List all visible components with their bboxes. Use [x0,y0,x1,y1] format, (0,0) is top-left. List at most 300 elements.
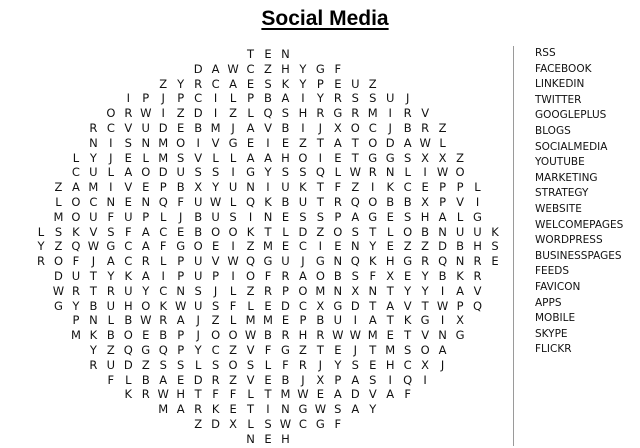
grid-letter[interactable]: P [212,269,220,283]
grid-letter[interactable]: V [124,121,133,135]
grid-letter[interactable]: U [89,209,98,224]
grid-letter[interactable]: W [297,387,309,402]
grid-letter[interactable]: J [318,121,323,135]
grid-letter[interactable]: S [491,239,499,254]
grid-letter[interactable]: I [475,195,480,209]
grid-letter[interactable]: Y [142,283,150,298]
grid-letter[interactable]: N [141,195,151,209]
grid-letter[interactable]: S [334,402,342,417]
grid-letter[interactable]: C [211,343,220,357]
grid-letter[interactable]: H [176,387,186,402]
grid-letter[interactable]: C [246,61,255,76]
grid-letter[interactable]: O [71,209,81,224]
grid-letter[interactable]: S [404,343,412,357]
grid-letter[interactable]: A [211,61,220,76]
grid-letter[interactable]: T [316,195,324,209]
grid-letter[interactable]: B [159,328,168,343]
grid-letter[interactable]: R [124,106,133,121]
grid-letter[interactable]: Y [334,357,342,372]
grid-letter[interactable]: A [141,269,150,283]
grid-letter[interactable]: Z [54,180,63,195]
grid-letter[interactable]: V [473,283,482,298]
grid-letter[interactable]: W [349,165,361,180]
grid-letter[interactable]: S [369,372,377,387]
grid-letter[interactable]: Z [194,417,203,431]
grid-letter[interactable]: S [369,91,377,106]
grid-letter[interactable]: H [298,328,308,343]
grid-letter[interactable]: E [316,387,325,402]
grid-letter[interactable]: E [386,328,394,343]
grid-letter[interactable]: V [246,343,255,357]
grid-letter[interactable]: D [193,61,203,76]
grid-letter[interactable]: O [211,224,221,239]
grid-letter[interactable]: E [421,180,429,195]
grid-letter[interactable]: I [213,91,218,106]
grid-letter[interactable]: N [246,180,255,195]
grid-letter[interactable]: I [266,180,270,195]
grid-letter[interactable]: Z [403,239,412,254]
grid-letter[interactable]: R [89,121,98,135]
grid-letter[interactable]: O [298,283,308,298]
grid-letter[interactable]: G [420,313,430,328]
grid-letter[interactable]: D [123,357,133,372]
grid-letter[interactable]: Y [316,91,324,106]
grid-letter[interactable]: R [141,254,150,269]
grid-letter[interactable]: Z [421,239,430,254]
grid-letter[interactable]: O [455,165,465,180]
grid-letter[interactable]: J [301,372,305,387]
grid-letter[interactable]: D [350,387,360,402]
grid-letter[interactable]: B [281,195,290,209]
grid-letter[interactable]: L [387,224,394,239]
grid-letter[interactable]: G [298,402,308,417]
grid-letter[interactable]: Y [212,180,220,195]
grid-letter[interactable]: J [161,91,165,106]
grid-letter[interactable]: Q [71,239,81,254]
grid-letter[interactable]: C [368,121,377,135]
grid-letter[interactable]: I [231,269,235,283]
grid-letter[interactable]: K [386,180,394,195]
grid-letter[interactable]: S [281,165,290,180]
grid-letter[interactable]: N [438,224,447,239]
grid-letter[interactable]: P [281,283,289,298]
grid-letter[interactable]: B [264,328,272,343]
grid-letter[interactable]: I [301,91,305,106]
grid-letter[interactable]: P [334,209,342,224]
grid-letter[interactable]: J [231,121,235,135]
grid-letter[interactable]: U [455,224,465,239]
grid-letter[interactable]: W [436,298,449,313]
grid-letter[interactable]: T [369,224,377,239]
grid-letter[interactable]: O [228,328,238,343]
grid-letter[interactable]: B [386,195,395,209]
grid-letter[interactable]: C [298,417,307,431]
grid-letter[interactable]: G [106,239,116,254]
grid-letter[interactable]: A [351,372,360,387]
grid-letter[interactable]: B [333,269,342,283]
grid-letter[interactable]: W [227,61,239,76]
grid-letter[interactable]: U [228,180,238,195]
grid-letter[interactable]: T [386,313,394,328]
grid-letter[interactable]: I [161,269,165,283]
grid-letter[interactable]: C [159,283,168,298]
grid-letter[interactable]: R [403,106,412,121]
grid-letter[interactable]: S [299,209,307,224]
grid-letter[interactable]: J [109,150,113,165]
grid-letter[interactable]: B [438,269,447,283]
grid-letter[interactable]: R [71,283,80,298]
grid-letter[interactable]: N [368,283,378,298]
grid-letter[interactable]: W [52,283,65,298]
grid-letter[interactable]: B [141,372,150,387]
grid-letter[interactable]: K [403,313,412,328]
grid-letter[interactable]: M [367,328,378,343]
grid-letter[interactable]: A [386,387,395,402]
grid-letter[interactable]: G [176,239,186,254]
grid-letter[interactable]: E [404,269,412,283]
grid-letter[interactable]: O [193,239,203,254]
grid-letter[interactable]: F [72,254,80,269]
grid-letter[interactable]: O [298,150,308,165]
grid-letter[interactable]: Z [298,343,307,357]
grid-letter[interactable]: M [158,402,169,417]
grid-letter[interactable]: A [141,239,150,254]
grid-letter[interactable]: Y [299,61,307,76]
grid-letter[interactable]: G [333,106,343,121]
grid-letter[interactable]: S [177,357,185,372]
grid-letter[interactable]: M [385,343,396,357]
grid-letter[interactable]: Y [107,269,115,283]
grid-letter[interactable]: K [159,298,167,313]
grid-letter[interactable]: I [126,91,131,106]
grid-letter[interactable]: S [124,135,132,150]
grid-letter[interactable]: G [280,343,290,357]
grid-letter[interactable]: X [421,357,430,372]
grid-letter[interactable]: P [316,76,324,91]
grid-letter[interactable]: O [141,165,151,180]
grid-letter[interactable]: R [106,283,115,298]
grid-letter[interactable]: Y [369,239,377,254]
grid-letter[interactable]: A [368,313,377,328]
grid-letter[interactable]: N [106,195,116,209]
grid-letter[interactable]: S [281,106,290,121]
grid-letter[interactable]: I [266,135,270,150]
grid-letter[interactable]: T [316,135,324,150]
grid-letter[interactable]: L [229,283,237,298]
grid-letter[interactable]: I [353,313,357,328]
grid-letter[interactable]: D [350,298,360,313]
grid-letter[interactable]: E [124,195,132,209]
grid-letter[interactable]: W [279,417,292,431]
grid-letter[interactable]: X [229,417,238,431]
grid-letter[interactable]: N [141,135,151,150]
grid-letter[interactable]: K [246,224,255,239]
grid-letter[interactable]: U [473,224,482,239]
grid-letter[interactable]: Z [176,106,185,121]
grid-letter[interactable]: C [194,91,203,106]
grid-letter[interactable]: N [385,165,395,180]
grid-letter[interactable]: M [263,313,273,328]
grid-letter[interactable]: B [281,121,290,135]
grid-letter[interactable]: S [264,76,272,91]
grid-letter[interactable]: T [194,387,202,402]
grid-letter[interactable]: L [404,165,411,180]
grid-letter[interactable]: M [158,150,169,165]
grid-letter[interactable]: T [316,180,324,195]
grid-letter[interactable]: A [106,254,115,269]
grid-letter[interactable]: Q [403,372,413,387]
grid-letter[interactable]: Z [54,239,63,254]
grid-letter[interactable]: A [351,209,360,224]
grid-letter[interactable]: O [106,106,116,121]
grid-letter[interactable]: G [141,343,151,357]
grid-letter[interactable]: F [107,209,115,224]
grid-letter[interactable]: P [177,91,185,106]
grid-letter[interactable]: J [353,343,357,357]
grid-letter[interactable]: S [299,165,307,180]
grid-letter[interactable]: E [369,357,377,372]
grid-letter[interactable]: M [280,387,291,402]
grid-letter[interactable]: S [351,357,359,372]
grid-letter[interactable]: N [176,283,185,298]
grid-letter[interactable]: K [124,387,133,402]
grid-letter[interactable]: W [87,239,100,254]
grid-letter[interactable]: S [404,150,412,165]
grid-letter[interactable]: E [281,209,290,224]
grid-letter[interactable]: E [281,313,290,328]
grid-letter[interactable]: J [301,254,305,269]
grid-letter[interactable]: L [247,106,254,121]
grid-letter[interactable]: A [176,402,185,417]
grid-letter[interactable]: C [298,298,307,313]
grid-letter[interactable]: Z [229,106,238,121]
grid-letter[interactable]: K [281,76,290,91]
grid-letter[interactable]: J [318,357,323,372]
grid-letter[interactable]: P [299,313,307,328]
grid-letter[interactable]: U [386,91,395,106]
grid-letter[interactable]: C [124,239,133,254]
grid-letter[interactable]: T [386,283,394,298]
grid-letter[interactable]: P [177,254,185,269]
grid-letter[interactable]: P [439,195,447,209]
grid-letter[interactable]: H [420,209,430,224]
grid-letter[interactable]: N [333,254,343,269]
grid-letter[interactable]: G [228,135,238,150]
grid-letter[interactable]: W [175,298,187,313]
grid-letter[interactable]: S [211,298,220,313]
grid-letter[interactable]: R [211,372,220,387]
grid-letter[interactable]: I [248,209,253,224]
grid-letter[interactable]: O [368,195,378,209]
grid-letter[interactable]: O [123,328,133,343]
grid-letter[interactable]: V [194,150,203,165]
grid-letter[interactable]: Z [456,150,464,165]
grid-letter[interactable]: Q [438,254,448,269]
grid-letter[interactable]: I [371,180,375,195]
grid-letter[interactable]: U [106,357,116,372]
grid-letter[interactable]: P [439,180,447,195]
grid-letter[interactable]: S [194,165,202,180]
grid-letter[interactable]: W [244,328,257,343]
grid-letter[interactable]: B [106,328,115,343]
grid-letter[interactable]: R [159,313,168,328]
grid-letter[interactable]: P [177,328,185,343]
grid-letter[interactable]: A [229,76,238,91]
grid-letter[interactable]: U [333,313,343,328]
grid-letter[interactable]: U [106,298,116,313]
grid-letter[interactable]: F [229,298,237,313]
grid-letter[interactable]: I [388,106,392,121]
grid-letter[interactable]: A [403,135,412,150]
grid-letter[interactable]: X [421,195,430,209]
grid-letter[interactable]: P [177,343,185,357]
grid-letter[interactable]: U [298,195,308,209]
grid-letter[interactable]: Y [72,298,80,313]
grid-letter[interactable]: Z [246,283,255,298]
grid-letter[interactable]: K [124,269,133,283]
grid-letter[interactable]: Y [369,402,377,417]
grid-letter[interactable]: V [421,106,430,121]
grid-letter[interactable]: O [228,224,238,239]
grid-letter[interactable]: C [298,239,307,254]
grid-letter[interactable]: R [333,91,342,106]
grid-letter[interactable]: O [315,269,325,283]
grid-letter[interactable]: S [229,209,237,224]
grid-letter[interactable]: S [107,224,115,239]
grid-letter[interactable]: L [160,254,167,269]
grid-letter[interactable]: X [438,150,447,165]
grid-letter[interactable]: U [71,269,81,283]
grid-letter[interactable]: A [124,165,133,180]
grid-letter[interactable]: L [264,357,272,372]
grid-letter[interactable]: H [298,106,308,121]
grid-letter[interactable]: L [212,150,219,165]
grid-letter[interactable]: Z [229,343,238,357]
grid-letter[interactable]: J [196,328,200,343]
grid-letter[interactable]: U [176,165,185,180]
grid-letter[interactable]: A [141,224,150,239]
grid-letter[interactable]: K [211,402,220,417]
grid-letter[interactable]: I [196,135,200,150]
grid-letter[interactable]: G [368,150,378,165]
grid-letter[interactable]: Y [421,283,429,298]
grid-letter[interactable]: B [403,121,412,135]
grid-letter[interactable]: A [333,387,342,402]
grid-letter[interactable]: B [194,224,203,239]
grid-letter[interactable]: Y [299,76,307,91]
grid-letter[interactable]: E [142,328,150,343]
grid-letter[interactable]: F [264,269,272,283]
grid-letter[interactable]: R [264,283,272,298]
grid-letter[interactable]: G [403,254,413,269]
grid-letter[interactable]: V [456,195,464,209]
grid-letter[interactable]: V [403,298,412,313]
grid-letter[interactable]: G [315,61,325,76]
grid-letter[interactable]: S [316,209,325,224]
grid-letter[interactable]: E [229,402,237,417]
grid-letter[interactable]: Z [159,76,168,91]
grid-letter[interactable]: D [158,165,168,180]
grid-letter[interactable]: P [456,298,464,313]
grid-letter[interactable]: X [456,313,464,328]
grid-letter[interactable]: I [423,372,427,387]
grid-letter[interactable]: E [264,372,272,387]
grid-letter[interactable]: S [351,224,359,239]
grid-letter[interactable]: G [315,417,325,431]
grid-letter[interactable]: A [246,150,255,165]
grid-letter[interactable]: R [351,106,360,121]
grid-letter[interactable]: I [231,239,235,254]
grid-letter[interactable]: I [109,180,113,195]
grid-letter[interactable]: Y [421,269,429,283]
grid-letter[interactable]: A [176,313,185,328]
grid-letter[interactable]: K [456,269,464,283]
grid-letter[interactable]: W [209,195,222,209]
grid-letter[interactable]: L [247,387,254,402]
grid-letter[interactable]: F [264,343,272,357]
grid-letter[interactable]: A [333,135,342,150]
grid-letter[interactable]: I [440,313,445,328]
grid-letter[interactable]: P [334,372,342,387]
grid-letter[interactable]: O [141,298,151,313]
grid-letter[interactable]: U [124,283,133,298]
grid-letter[interactable]: O [176,135,186,150]
grid-letter[interactable]: P [177,269,185,283]
grid-letter[interactable]: D [385,135,395,150]
grid-letter[interactable]: Z [229,372,238,387]
grid-letter[interactable]: Q [263,106,273,121]
grid-letter[interactable]: S [159,357,167,372]
grid-letter[interactable]: I [301,121,305,135]
grid-letter[interactable]: S [54,224,63,239]
grid-letter[interactable]: E [334,150,342,165]
grid-letter[interactable]: D [193,372,203,387]
grid-letter[interactable]: H [281,61,290,76]
grid-letter[interactable]: M [53,209,64,224]
grid-letter[interactable]: E [246,135,255,150]
grid-letter[interactable]: O [53,254,63,269]
grid-letter[interactable]: H [281,431,290,446]
grid-letter[interactable]: U [211,209,220,224]
grid-letter[interactable]: E [491,254,499,269]
grid-letter[interactable]: Z [298,135,307,150]
grid-letter[interactable]: O [228,357,238,372]
grid-letter[interactable]: J [405,91,410,106]
grid-letter[interactable]: E [386,239,394,254]
grid-letter[interactable]: R [473,269,482,283]
grid-letter[interactable]: Y [37,239,45,254]
grid-letter[interactable]: Q [350,254,360,269]
grid-letter[interactable]: G [455,328,465,343]
grid-letter[interactable]: E [177,224,185,239]
grid-letter[interactable]: D [298,224,308,239]
grid-letter[interactable]: L [474,180,481,195]
grid-letter[interactable]: L [125,372,132,387]
grid-letter[interactable]: J [213,283,218,298]
grid-letter[interactable]: A [351,402,360,417]
grid-letter[interactable]: H [385,357,395,372]
grid-letter[interactable]: L [194,357,202,372]
grid-letter[interactable]: F [334,417,342,431]
grid-letter[interactable]: D [211,417,221,431]
grid-letter[interactable]: E [281,239,290,254]
grid-letter[interactable]: L [37,224,45,239]
grid-letter[interactable]: D [158,121,168,135]
grid-letter[interactable]: K [368,254,377,269]
grid-letter[interactable]: Z [246,239,255,254]
grid-letter[interactable]: N [281,47,290,61]
grid-letter[interactable]: P [142,209,150,224]
